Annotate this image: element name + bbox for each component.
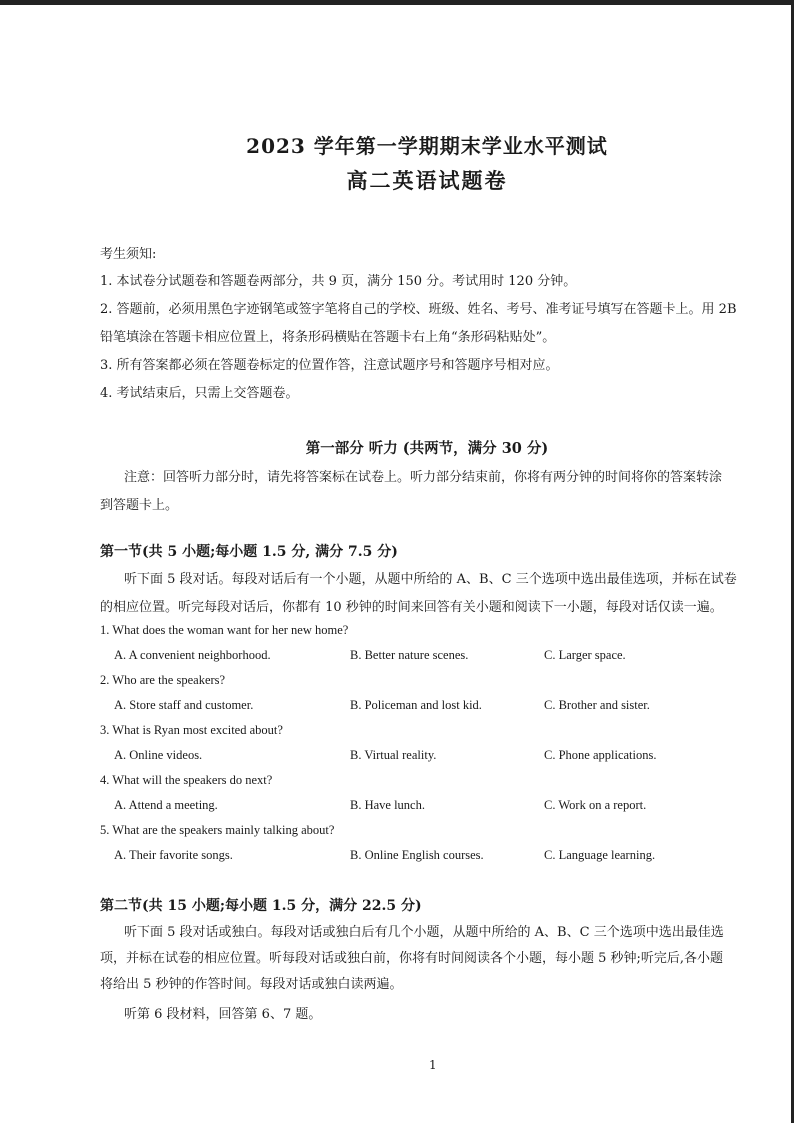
- section1-instruction-2: 的相应位置。听完每段对话后，你都有 10 秒钟的时间来回答有关小题和阅读下一小题，每段对话仅读一遍。: [100, 600, 723, 615]
- notice-heading: 考生须知:: [100, 247, 157, 262]
- question-5-option-c: C. Language learning.: [544, 848, 656, 862]
- question-3: 3. What is Ryan most excited about?: [100, 723, 283, 737]
- exam-subtitle: 高二英语试题卷: [346, 168, 508, 193]
- section2-heading: 第二节(共 15 小题;每小题 1.5 分，满分 22.5 分): [100, 898, 422, 914]
- section1-instruction-1: 听下面 5 段对话。每段对话后有一个小题，从题中所给的 A、B、C 三个选项中选出最佳选项，并标在试卷: [124, 572, 737, 587]
- question-4-option-a: A. Attend a meeting.: [114, 798, 218, 812]
- notice-item-3: 3. 所有答案都必须在答题卷标定的位置作答，注意试题序号和答题序号相对应。: [100, 358, 559, 373]
- part1-instruction-2: 到答题卡上。: [100, 498, 179, 513]
- question-3-option-b: B. Virtual reality.: [350, 748, 437, 762]
- notice-item-4: 4. 考试结束后，只需上交答题卷。: [100, 386, 299, 401]
- question-4: 4. What will the speakers do next?: [100, 773, 273, 787]
- question-5-option-a: A. Their favorite songs.: [114, 848, 233, 862]
- question-2-option-b: B. Policeman and lost kid.: [350, 698, 482, 712]
- notice-item-2: 2. 答题前，必须用黑色字迹钢笔或签字笔将自己的学校、班级、姓名、考号、准考证号填写在答题卡上。用 2B: [100, 302, 737, 317]
- question-4-option-b: B. Have lunch.: [350, 798, 425, 812]
- question-1-option-c: C. Larger space.: [544, 648, 626, 662]
- exam-title: 2023 学年第一学期期末学业水平测试: [246, 134, 608, 158]
- scan-top-edge: [0, 0, 794, 5]
- question-4-option-c: C. Work on a report.: [544, 798, 647, 812]
- section2-instruction-2: 项，并标在试卷的相应位置。听每段对话或独白前，你将有时间阅读各个小题，每小题 5 秒钟;听完后,各小题: [100, 951, 724, 966]
- notice-item-1: 1. 本试卷分试题卷和答题卷两部分，共 9 页，满分 150 分。考试用时 120 分钟。: [100, 274, 577, 289]
- part1-instruction-1: 注意：回答听力部分时，请先将答案标在试卷上。听力部分结束前，你将有两分钟的时间将你的答案转涂: [124, 470, 723, 485]
- question-2: 2. Who are the speakers?: [100, 673, 226, 687]
- question-1: 1. What does the woman want for her new home?: [100, 623, 349, 637]
- question-5: 5. What are the speakers mainly talking about?: [100, 823, 335, 837]
- section2-instruction-3: 将给出 5 秒钟的作答时间。每段对话或独白读两遍。: [100, 977, 403, 992]
- question-2-option-a: A. Store staff and customer.: [114, 698, 254, 712]
- question-3-option-c: C. Phone applications.: [544, 748, 657, 762]
- notice-item-2-cont: 铅笔填涂在答题卡相应位置上，将条形码横贴在答题卡右上角“条形码粘贴处”。: [100, 330, 556, 345]
- material-note: 听第 6 段材料，回答第 6、7 题。: [124, 1007, 322, 1022]
- section2-instruction-1: 听下面 5 段对话或独白。每段对话或独白后有几个小题，从题中所给的 A、B、C 三个选项中选出最佳选: [124, 925, 724, 940]
- question-1-option-b: B. Better nature scenes.: [350, 648, 469, 662]
- part1-title: 第一部分 听力 (共两节，满分 30 分): [305, 440, 549, 457]
- question-3-option-a: A. Online videos.: [114, 748, 203, 762]
- question-5-option-b: B. Online English courses.: [350, 848, 484, 862]
- question-1-option-a: A. A convenient neighborhood.: [114, 648, 271, 662]
- page-number: 1: [429, 1058, 437, 1072]
- question-2-option-c: C. Brother and sister.: [544, 698, 650, 712]
- section1-heading: 第一节(共 5 小题;每小题 1.5 分, 满分 7.5 分): [100, 544, 398, 560]
